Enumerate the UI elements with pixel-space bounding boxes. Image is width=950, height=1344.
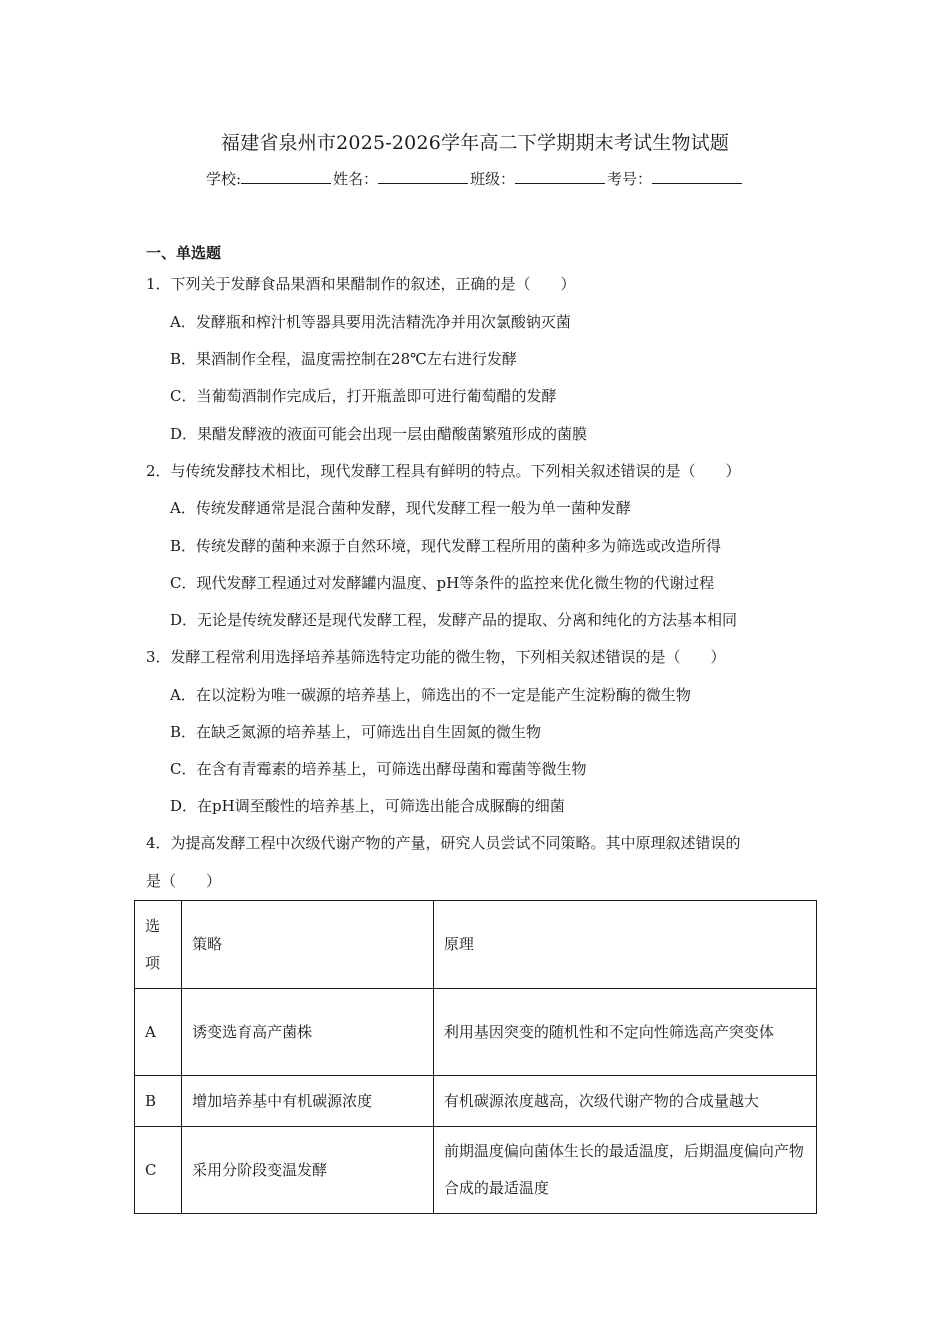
exam-number-label: 考号： [607,170,653,188]
row-b-option: B [135,1076,182,1127]
question-3-stem: 3．发酵工程常利用选择培养基筛选特定功能的微生物，下列相关叙述错误的是（ ） [146,648,726,666]
row-a-principle: 利用基因突变的随机性和不定向性筛选高产突变体 [433,989,816,1076]
question-2-option-b: B．传统发酵的菌种来源于自然环境，现代发酵工程所用的菌种多为筛选或改造所得 [170,537,722,555]
name-label: 姓名： [333,170,379,188]
question-4-stem-line1: 4．为提高发酵工程中次级代谢产物的产量，研究人员尝试不同策略。其中原理叙述错误的 [146,834,741,852]
table-row [135,1076,817,1127]
question-3-option-b: B．在缺乏氮源的培养基上，可筛选出自生固氮的微生物 [170,723,542,741]
exam-title: 福建省泉州市2025-2026学年高二下学期期末考试生物试题 [220,132,730,154]
header-cell-principle: 原理 [433,901,816,989]
school-label: 学校: [205,170,241,188]
row-c-strategy: 采用分阶段变温发酵 [182,1127,434,1214]
row-c-option: C [135,1127,182,1214]
section-heading: 一、单选题 [146,244,222,262]
class-label: 班级： [470,170,516,188]
name-blank[interactable] [378,169,468,184]
question-1-option-a: A．发酵瓶和榨汁机等器具要用洗洁精洗净并用次氯酸钠灭菌 [170,313,571,331]
row-c-principle: 前期温度偏向菌体生长的最适温度，后期温度偏向产物合成的最适温度 [433,1127,816,1214]
row-b-strategy: 增加培养基中有机碳源浓度 [182,1076,434,1127]
question-4-stem-line2: 是（ ） [146,872,222,890]
question-2-option-c: C．现代发酵工程通过对发酵罐内温度、pH等条件的监控来优化微生物的代谢过程 [170,574,715,592]
row-a-strategy: 诱变选育高产菌株 [182,989,434,1076]
row-b-principle: 有机碳源浓度越高，次级代谢产物的合成量越大 [433,1076,816,1127]
row-a-option: A [135,989,182,1076]
question-2-stem: 2．与传统发酵技术相比，现代发酵工程具有鲜明的特点。下列相关叙述错误的是（ ） [146,462,741,480]
student-info-line [0,168,950,189]
question-4-table [134,900,817,1214]
table-row [135,1127,817,1214]
question-3-option-a: A．在以淀粉为唯一碳源的培养基上，筛选出的不一定是能产生淀粉酶的微生物 [170,686,691,704]
question-1-option-d: D．果醋发酵液的液面可能会出现一层由醋酸菌繁殖形成的菌膜 [170,425,588,443]
question-1-option-c: C．当葡萄酒制作完成后，打开瓶盖即可进行葡萄醋的发酵 [170,387,557,405]
question-2-option-a: A．传统发酵通常是混合菌种发酵，现代发酵工程一般为单一菌种发酵 [170,499,631,517]
question-1-option-b: B．果酒制作全程，温度需控制在28℃左右进行发酵 [170,350,517,368]
table-row [135,989,817,1076]
question-1-stem: 1．下列关于发酵食品果酒和果醋制作的叙述，正确的是（ ） [146,275,576,293]
table-header-row [135,901,817,989]
header-cell-strategy: 策略 [182,901,434,989]
school-blank[interactable] [241,169,331,184]
exam-number-blank[interactable] [652,169,742,184]
header-cell-option: 选项 [135,901,182,989]
question-3-option-c: C．在含有青霉素的培养基上，可筛选出酵母菌和霉菌等微生物 [170,760,587,778]
question-3-option-d: D．在pH调至酸性的培养基上，可筛选出能合成脲酶的细菌 [170,797,565,815]
question-2-option-d: D．无论是传统发酵还是现代发酵工程，发酵产品的提取、分离和纯化的方法基本相同 [170,611,738,629]
class-blank[interactable] [515,169,605,184]
